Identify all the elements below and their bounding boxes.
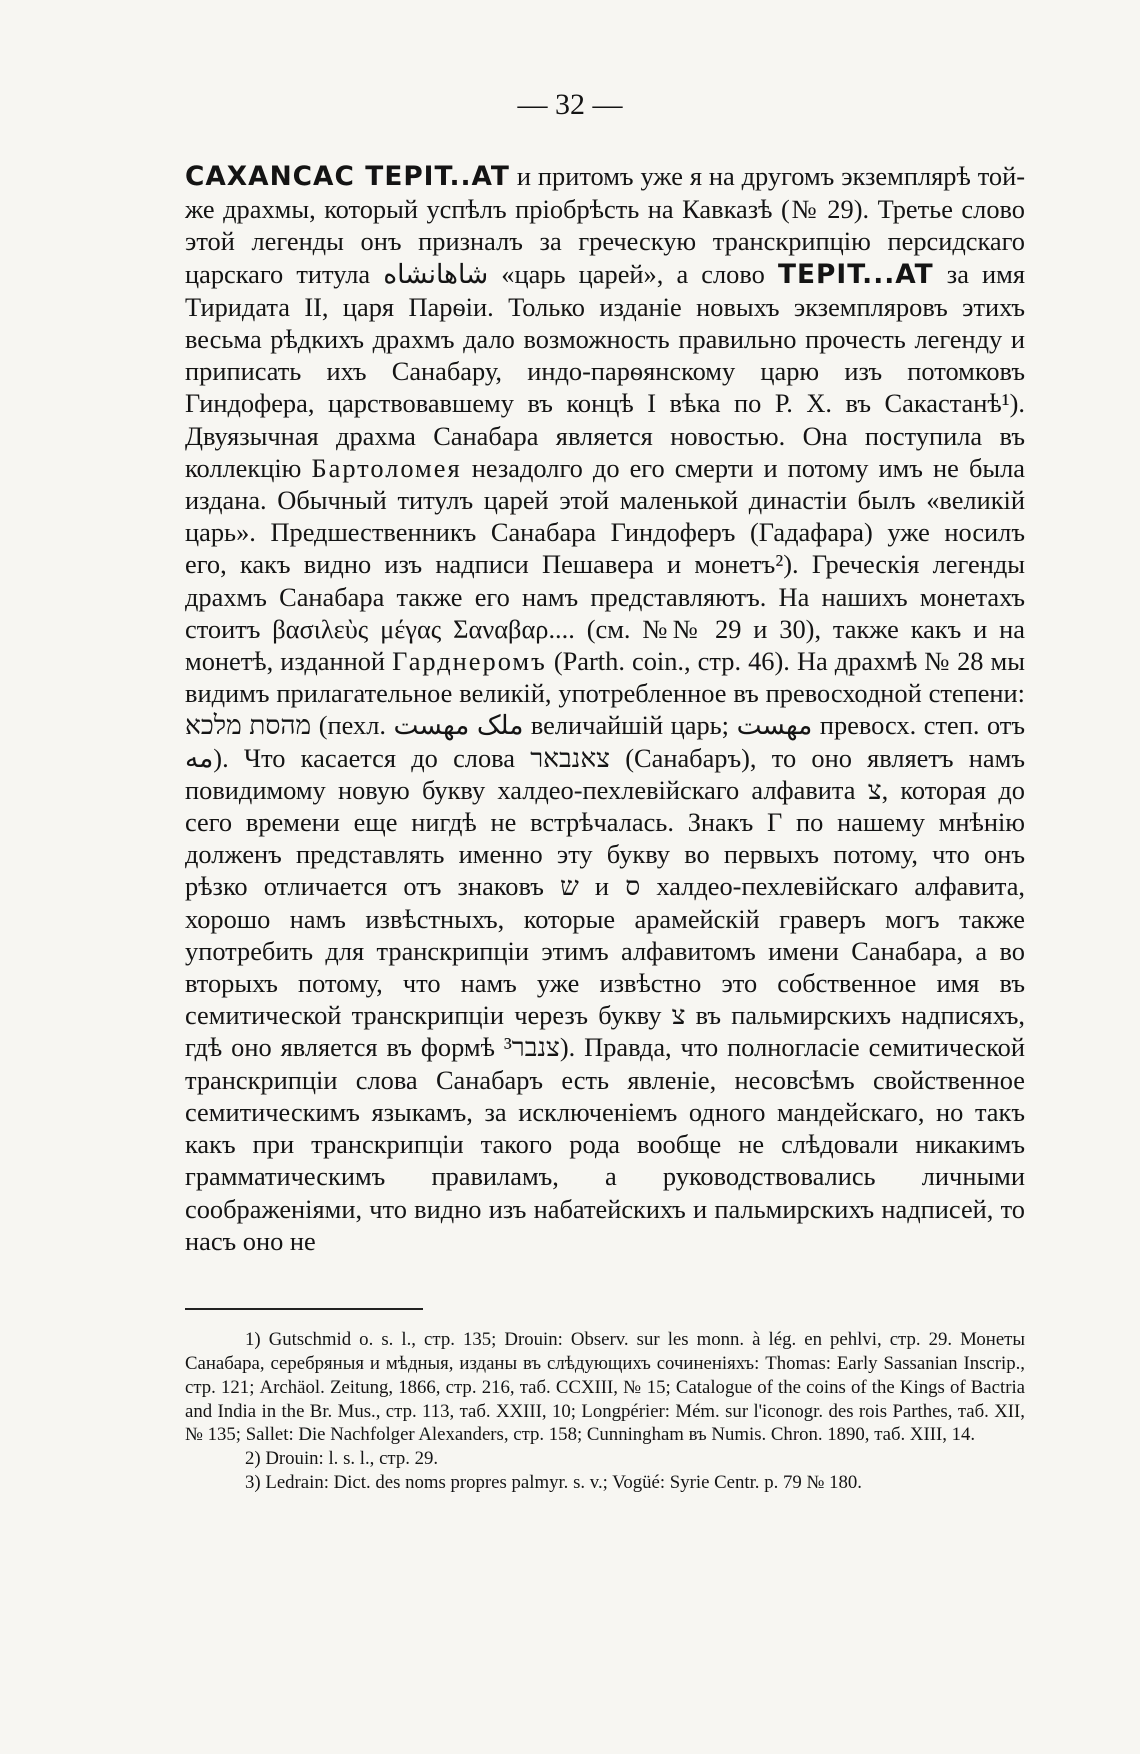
body-text-part-3: незадолго до его смерти и потому имъ не была издана. Обычный титулъ царей этой маленькой династіи былъ «великій царь». Предшественникъ Санабара Гиндоферъ (Гадафара) уже носилъ его, какъ видно изъ надписи Пешавера и монетъ²). Греческія легенды драхмъ Санабара также его намъ представляютъ. На нашихъ монетахъ стоитъ βασιλεὺς μέγας Σαναβαρ.... (см. №№ 29 и 30), также какъ и на монетѣ, изданной [185, 452, 1025, 677]
collector-name: Бартоломея [311, 452, 462, 483]
body-text-part-2: за имя Тиридата II, царя Парѳіи. Только изданіе новыхъ экземпляровъ этихъ весьма рѣдкихъ драхмъ дало возможность правильно прочесть легенду и приписать ихъ Санабару, индо-парѳянскому царю изъ потомковъ Гиндофера, царствовавшему въ концѣ I вѣка по Р. Х. въ Сакастанѣ¹). Двуязычная драхма Санабара является новостью. Она поступила въ коллекцію [185, 258, 1026, 483]
body-paragraph [185, 160, 1025, 1257]
body-text-part-4: (Parth. coin., стр. 46). На драхмѣ № 28 мы видимъ прилагательное великій, употребленное въ превосходной степени: מהסת מלכא (пехл. ملک مهست величайшій царь; مهست превосх. степ. отъ مه). Что касается до слова צאנבאר (Санабаръ), то оно являетъ намъ повидимому новую букву халдео-пехлевійскаго алфавита צ, которая до сего времени еще нигдѣ не встрѣчалась. Знакъ Г по нашему мнѣнію долженъ представлять именно эту букву во первыхъ потому, что онъ рѣзко отличается отъ знаковъ ש и ס халдео-пехлевійскаго алфавита, хорошо намъ извѣстныхъ, которые арамейскій граверъ могъ также употребить для транскрипціи этимъ алфавитомъ имени Санабара, а во вторыхъ потому, что намъ уже извѣстно это собственное имя въ семитической транскрипціи черезъ букву צ въ пальмирскихъ надписяхъ, гдѣ оно является въ формѣ צנבר³). Правда, что полногласіе семитической транскрипціи слова Санабаръ есть явленіе, несовсѣмъ свойственное семитическимъ языкамъ, за исключеніемъ одного мандейскаго, но такъ какъ при транскрипціи такого рода вообще не слѣдовали никакимъ грамматическимъ правиламъ, а руководствовались личными соображеніями, что видно изъ набатейскихъ и пальмирскихъ надписей, то насъ оно не [185, 646, 1026, 1256]
footnote-1: 1) Gutschmid o. s. l., стр. 135; Drouin: Observ. sur les monn. à lég. en pehlvi, стр. 29. Монеты Санабара, серебряныя и мѣдныя, изданы въ слѣдующихъ сочиненіяхъ: Thomas: Early Sassanian Inscrip., стр. 121; Archäol. Zeitung, 1866, стр. 216, таб. CCXIII, № 15; Catalogue of the coins of the Kings of Bactria and India in the Br. Mus., стр. 113, таб. XXIII, 10; Longpérier: Mém. sur l'iconogr. des rois Parthes, таб. XII, № 135; Sallet: Die Nachfolger Alexanders, стр. 158; Cunningham въ Numis. Chron. 1890, таб. XIII, 14. [185, 1329, 1025, 1446]
footnote-separator [185, 1308, 423, 1310]
author-name: Гарднеромъ [392, 646, 547, 677]
page-number: — 32 — [517, 88, 623, 121]
body-text-part-1: и притомъ уже я на другомъ экземплярѣ той-же драхмы, который успѣлъ пріобрѣсть на Кавказѣ (№ 29). Третье слово этой легенды онъ призналъ за греческую транскрипцію персидскаго царскаго титула شاهانشاه «царь царей», а слово [185, 161, 1026, 289]
footnote-3: 3) Ledrain: Dict. des noms propres palmyr. s. v.; Vogüé: Syrie Centr. p. 79 № 180. [245, 1472, 862, 1494]
coin-legend-part: TEPIT...AT [778, 258, 934, 290]
coin-legend: CAXANCAC TEPIT..AT [185, 161, 510, 192]
footnotes [185, 1328, 1025, 1495]
footnote-2: 2) Drouin: l. s. l., стр. 29. [245, 1448, 439, 1470]
